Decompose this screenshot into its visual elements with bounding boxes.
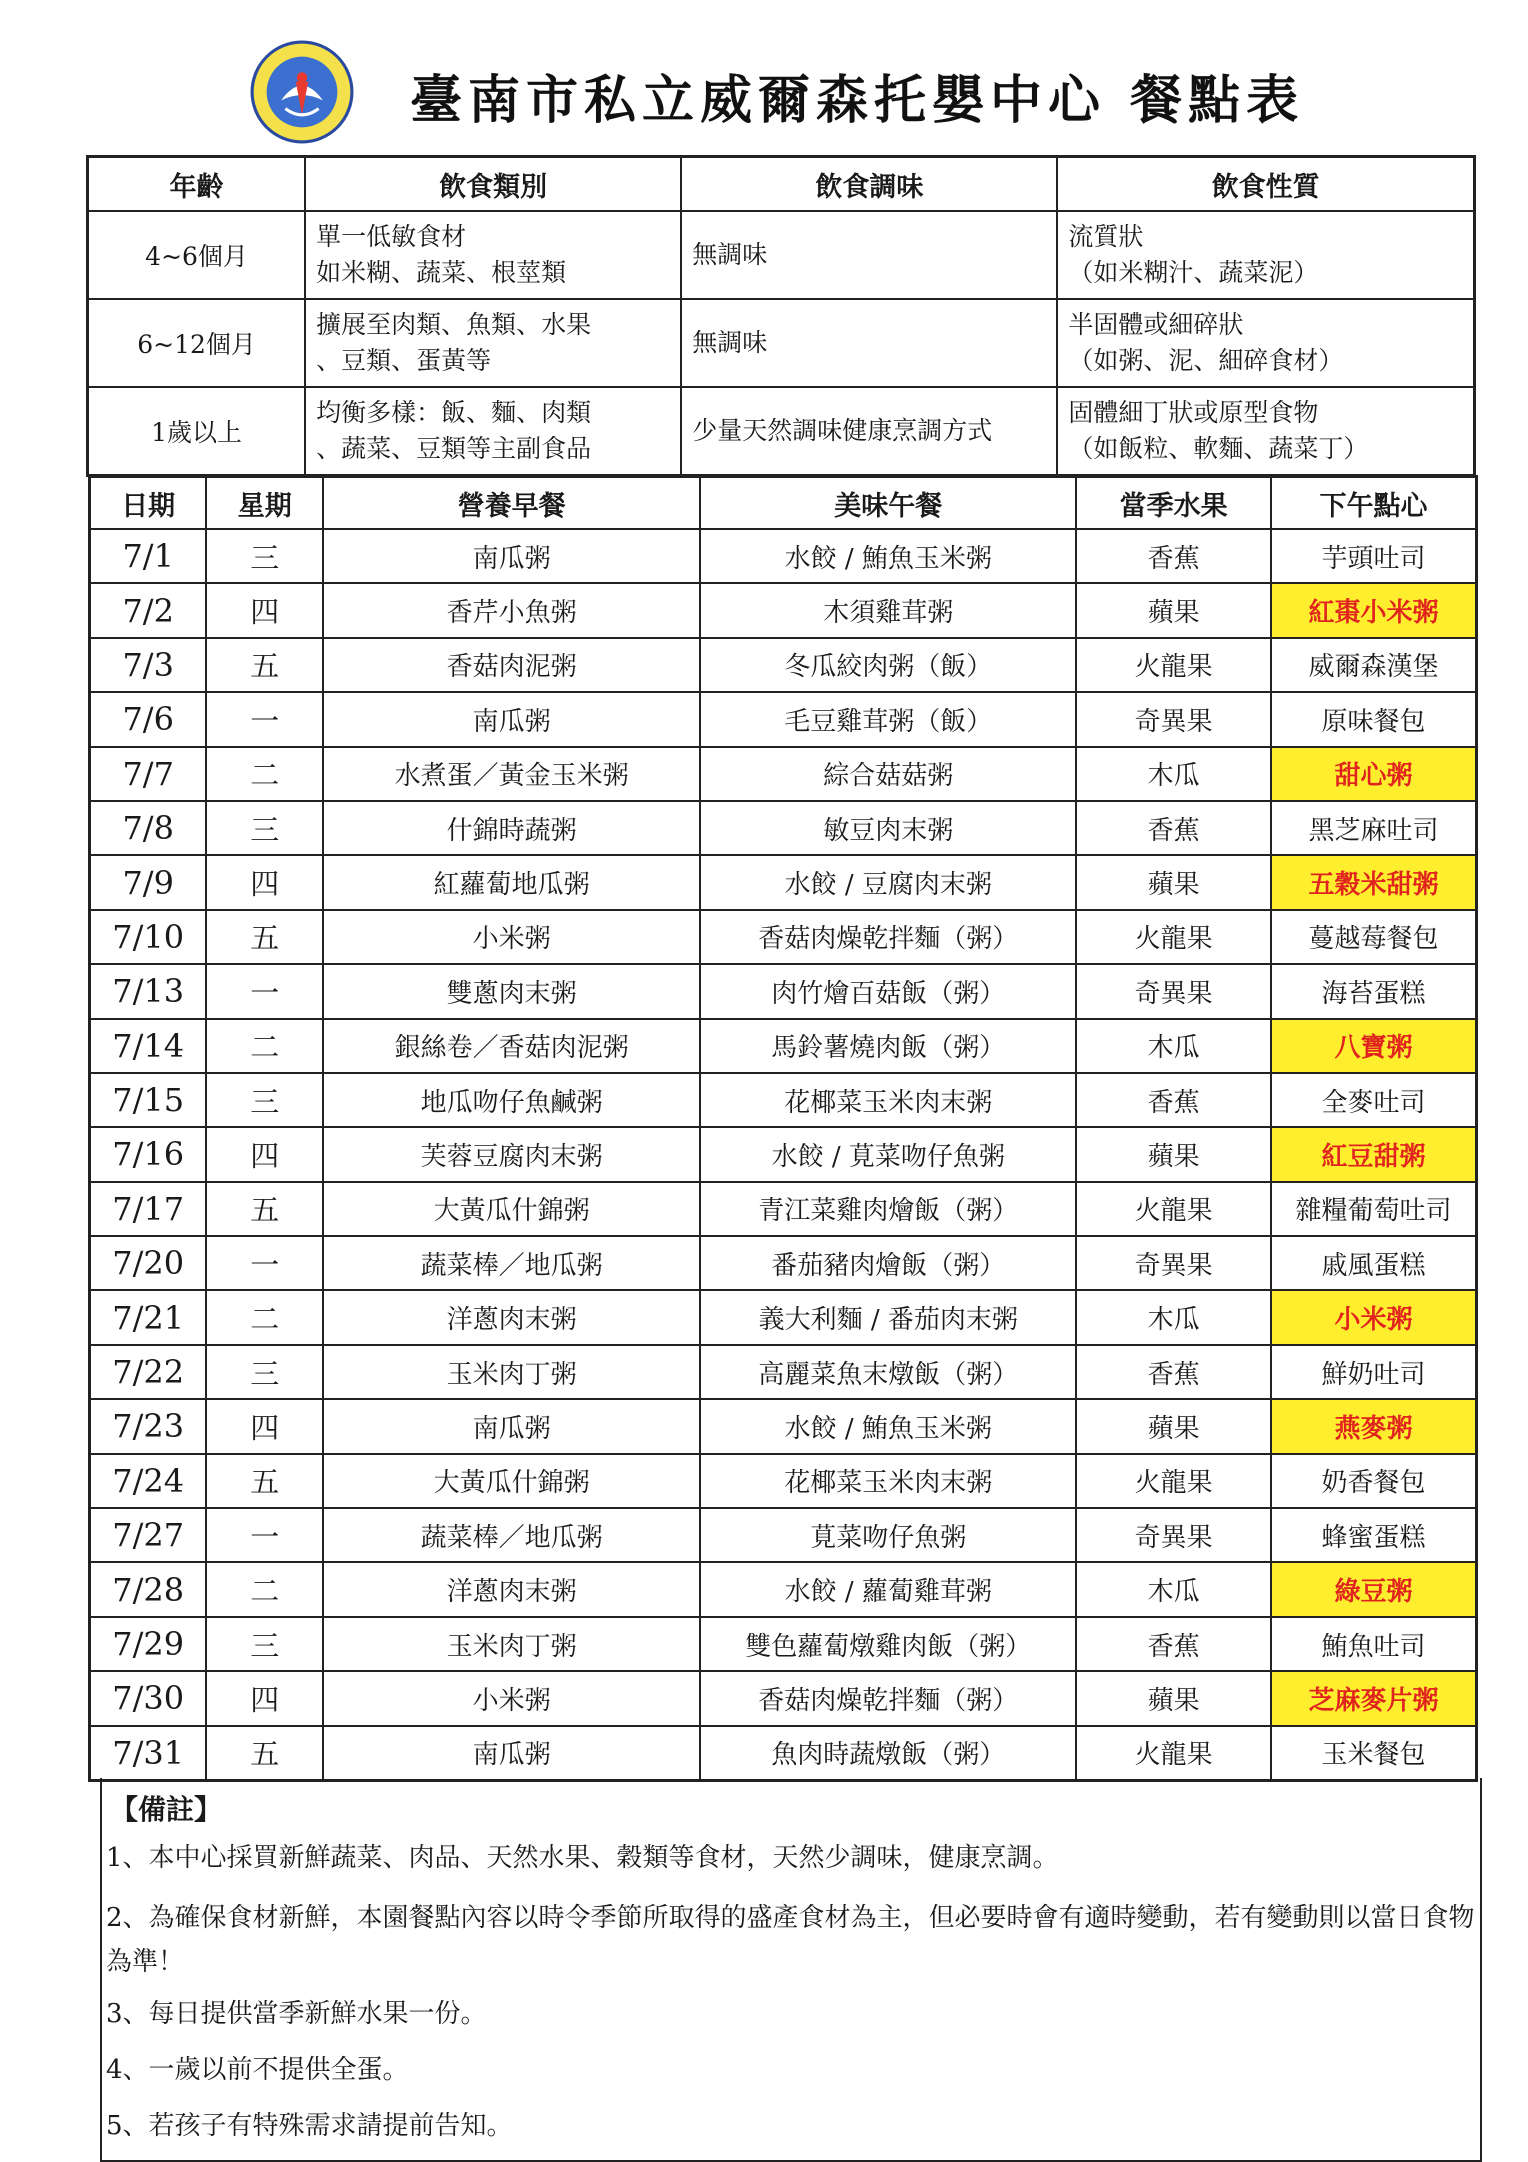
category-line: 如米糊、蔬菜、根莖類 bbox=[316, 258, 567, 287]
nature-line: （如飯粒、軟麵、蔬菜丁） bbox=[1068, 434, 1369, 463]
day-cell: 二 bbox=[206, 1290, 323, 1344]
snack-cell-highlighted: 甜心粥 bbox=[1271, 747, 1477, 801]
nature-line: 固體細丁狀或原型食物 bbox=[1068, 398, 1319, 427]
fruit-cell: 奇異果 bbox=[1076, 692, 1271, 746]
day-cell: 三 bbox=[206, 529, 323, 583]
fruit-cell: 火龍果 bbox=[1076, 1454, 1271, 1508]
lunch-cell: 馬鈴薯燒肉飯（粥） bbox=[700, 1019, 1076, 1073]
day-cell: 一 bbox=[206, 964, 323, 1018]
date-cell: 7/21 bbox=[90, 1290, 207, 1344]
menu-row bbox=[90, 1290, 1477, 1344]
breakfast-cell: 銀絲卷／香菇肉泥粥 bbox=[323, 1019, 700, 1073]
menu-row bbox=[90, 964, 1477, 1018]
breakfast-cell: 大黃瓜什錦粥 bbox=[323, 1454, 700, 1508]
category-line: 、蔬菜、豆類等主副食品 bbox=[316, 434, 592, 463]
day-cell: 五 bbox=[206, 1726, 323, 1781]
day-cell: 四 bbox=[206, 1671, 323, 1725]
seasoning-cell: 無調味 bbox=[681, 211, 1057, 299]
age-table-header bbox=[88, 157, 1475, 212]
day-cell: 五 bbox=[206, 1454, 323, 1508]
category-line: 單一低敏食材 bbox=[316, 222, 467, 251]
day-cell: 五 bbox=[206, 638, 323, 692]
breakfast-cell: 香菇肉泥粥 bbox=[323, 638, 700, 692]
menu-row bbox=[90, 529, 1477, 583]
date-cell: 7/10 bbox=[90, 910, 207, 964]
header-category: 飲食類別 bbox=[305, 157, 681, 212]
breakfast-cell: 大黃瓜什錦粥 bbox=[323, 1182, 700, 1236]
fruit-cell: 香蕉 bbox=[1076, 801, 1271, 855]
lunch-cell: 番茄豬肉燴飯（粥） bbox=[700, 1236, 1076, 1290]
fruit-cell: 香蕉 bbox=[1076, 1073, 1271, 1127]
school-logo-icon bbox=[250, 40, 354, 144]
note-item: 1、本中心採買新鮮蔬菜、肉品、天然水果、穀類等食材，天然少調味，健康烹調。 bbox=[106, 1843, 1059, 1873]
lunch-cell: 雙色蘿蔔燉雞肉飯（粥） bbox=[700, 1617, 1076, 1671]
day-cell: 二 bbox=[206, 747, 323, 801]
date-cell: 7/9 bbox=[90, 855, 207, 909]
menu-table bbox=[88, 475, 1478, 1782]
menu-row bbox=[90, 1019, 1477, 1073]
date-cell: 7/27 bbox=[90, 1508, 207, 1562]
date-cell: 7/20 bbox=[90, 1236, 207, 1290]
note-item: 2、為確保食材新鮮，本園餐點內容以時令季節所取得的盛產食材為主，但必要時會有適時變動，若有變動則以當日食物為準！ bbox=[106, 1903, 1475, 1977]
lunch-cell: 香菇肉燥乾拌麵（粥） bbox=[700, 910, 1076, 964]
snack-cell: 威爾森漢堡 bbox=[1271, 638, 1477, 692]
menu-row bbox=[90, 638, 1477, 692]
fruit-cell: 香蕉 bbox=[1076, 529, 1271, 583]
category-cell bbox=[305, 387, 681, 476]
header-snack: 下午點心 bbox=[1271, 477, 1477, 530]
date-cell: 7/7 bbox=[90, 747, 207, 801]
breakfast-cell: 蔬菜棒／地瓜粥 bbox=[323, 1508, 700, 1562]
date-cell: 7/6 bbox=[90, 692, 207, 746]
day-cell: 五 bbox=[206, 1182, 323, 1236]
lunch-cell: 青江菜雞肉燴飯（粥） bbox=[700, 1182, 1076, 1236]
fruit-cell: 蘋果 bbox=[1076, 855, 1271, 909]
menu-row bbox=[90, 1454, 1477, 1508]
age-row bbox=[88, 299, 1475, 387]
age-row bbox=[88, 387, 1475, 476]
snack-cell: 黑芝麻吐司 bbox=[1271, 801, 1477, 855]
header-fruit: 當季水果 bbox=[1076, 477, 1271, 530]
menu-row bbox=[90, 692, 1477, 746]
snack-cell-highlighted: 紅棗小米粥 bbox=[1271, 583, 1477, 637]
fruit-cell: 蘋果 bbox=[1076, 583, 1271, 637]
nature-line: 半固體或細碎狀 bbox=[1068, 310, 1244, 339]
breakfast-cell: 南瓜粥 bbox=[323, 1726, 700, 1781]
seasoning-cell: 無調味 bbox=[681, 299, 1057, 387]
date-cell: 7/29 bbox=[90, 1617, 207, 1671]
menu-row bbox=[90, 1508, 1477, 1562]
header-lunch: 美味午餐 bbox=[700, 477, 1076, 530]
lunch-cell: 花椰菜玉米肉末粥 bbox=[700, 1073, 1076, 1127]
breakfast-cell: 芙蓉豆腐肉末粥 bbox=[323, 1127, 700, 1181]
nature-cell bbox=[1057, 299, 1474, 387]
breakfast-cell: 地瓜吻仔魚鹹粥 bbox=[323, 1073, 700, 1127]
breakfast-cell: 什錦時蔬粥 bbox=[323, 801, 700, 855]
date-cell: 7/8 bbox=[90, 801, 207, 855]
note-item: 4、一歲以前不提供全蛋。 bbox=[106, 2055, 409, 2085]
lunch-cell: 水餃 / 豆腐肉末粥 bbox=[700, 855, 1076, 909]
category-line: 均衡多樣：飯、麵、肉類 bbox=[316, 398, 592, 427]
category-line: 擴展至肉類、魚類、水果 bbox=[316, 310, 592, 339]
category-cell bbox=[305, 211, 681, 299]
snack-cell-highlighted: 紅豆甜粥 bbox=[1271, 1127, 1477, 1181]
lunch-cell: 肉竹燴百菇飯（粥） bbox=[700, 964, 1076, 1018]
snack-cell-highlighted: 八寶粥 bbox=[1271, 1019, 1477, 1073]
menu-row bbox=[90, 801, 1477, 855]
breakfast-cell: 南瓜粥 bbox=[323, 692, 700, 746]
snack-cell: 蔓越莓餐包 bbox=[1271, 910, 1477, 964]
breakfast-cell: 玉米肉丁粥 bbox=[323, 1617, 700, 1671]
seasoning-cell: 少量天然調味健康烹調方式 bbox=[681, 387, 1057, 476]
notes-section bbox=[100, 1778, 1482, 2162]
day-cell: 三 bbox=[206, 1073, 323, 1127]
age-diet-table bbox=[86, 155, 1476, 477]
snack-cell-highlighted: 小米粥 bbox=[1271, 1290, 1477, 1344]
snack-cell-highlighted: 綠豆粥 bbox=[1271, 1562, 1477, 1616]
date-cell: 7/2 bbox=[90, 583, 207, 637]
snack-cell-highlighted: 五穀米甜粥 bbox=[1271, 855, 1477, 909]
day-cell: 一 bbox=[206, 1508, 323, 1562]
notes-title: 【備註】 bbox=[110, 1793, 223, 1826]
day-cell: 二 bbox=[206, 1019, 323, 1073]
note-item: 5、若孩子有特殊需求請提前告知。 bbox=[106, 2111, 513, 2141]
lunch-cell: 敏豆肉末粥 bbox=[700, 801, 1076, 855]
lunch-cell: 冬瓜絞肉粥（飯） bbox=[700, 638, 1076, 692]
age-cell: 4~6個月 bbox=[88, 211, 306, 299]
menu-row bbox=[90, 1671, 1477, 1725]
lunch-cell: 水餃 / 鮪魚玉米粥 bbox=[700, 529, 1076, 583]
fruit-cell: 香蕉 bbox=[1076, 1345, 1271, 1399]
header-day: 星期 bbox=[206, 477, 323, 530]
fruit-cell: 木瓜 bbox=[1076, 1290, 1271, 1344]
lunch-cell: 水餃 / 蘿蔔雞茸粥 bbox=[700, 1562, 1076, 1616]
breakfast-cell: 雙蔥肉末粥 bbox=[323, 964, 700, 1018]
lunch-cell: 莧菜吻仔魚粥 bbox=[700, 1508, 1076, 1562]
day-cell: 三 bbox=[206, 801, 323, 855]
fruit-cell: 火龍果 bbox=[1076, 1182, 1271, 1236]
menu-row bbox=[90, 855, 1477, 909]
breakfast-cell: 小米粥 bbox=[323, 910, 700, 964]
date-cell: 7/30 bbox=[90, 1671, 207, 1725]
fruit-cell: 火龍果 bbox=[1076, 1726, 1271, 1781]
snack-cell: 芋頭吐司 bbox=[1271, 529, 1477, 583]
menu-row bbox=[90, 1236, 1477, 1290]
fruit-cell: 奇異果 bbox=[1076, 964, 1271, 1018]
page-header bbox=[0, 0, 1528, 150]
breakfast-cell: 紅蘿蔔地瓜粥 bbox=[323, 855, 700, 909]
day-cell: 二 bbox=[206, 1562, 323, 1616]
lunch-cell: 木須雞茸粥 bbox=[700, 583, 1076, 637]
lunch-cell: 花椰菜玉米肉末粥 bbox=[700, 1454, 1076, 1508]
date-cell: 7/22 bbox=[90, 1345, 207, 1399]
menu-row bbox=[90, 1073, 1477, 1127]
date-cell: 7/3 bbox=[90, 638, 207, 692]
menu-row bbox=[90, 747, 1477, 801]
fruit-cell: 火龍果 bbox=[1076, 638, 1271, 692]
nature-line: （如米糊汁、蔬菜泥） bbox=[1068, 258, 1319, 287]
category-cell bbox=[305, 299, 681, 387]
fruit-cell: 火龍果 bbox=[1076, 910, 1271, 964]
menu-row bbox=[90, 1345, 1477, 1399]
snack-cell: 鮪魚吐司 bbox=[1271, 1617, 1477, 1671]
page-title: 臺南市私立威爾森托嬰中心 餐點表 bbox=[410, 70, 1305, 131]
snack-cell: 玉米餐包 bbox=[1271, 1726, 1477, 1781]
age-cell: 6~12個月 bbox=[88, 299, 306, 387]
breakfast-cell: 香芹小魚粥 bbox=[323, 583, 700, 637]
day-cell: 五 bbox=[206, 910, 323, 964]
day-cell: 三 bbox=[206, 1345, 323, 1399]
date-cell: 7/24 bbox=[90, 1454, 207, 1508]
menu-row bbox=[90, 1182, 1477, 1236]
date-cell: 7/14 bbox=[90, 1019, 207, 1073]
lunch-cell: 綜合菇菇粥 bbox=[700, 747, 1076, 801]
day-cell: 一 bbox=[206, 1236, 323, 1290]
header-age: 年齡 bbox=[88, 157, 306, 212]
day-cell: 一 bbox=[206, 692, 323, 746]
header-nature: 飲食性質 bbox=[1057, 157, 1474, 212]
breakfast-cell: 水煮蛋／黃金玉米粥 bbox=[323, 747, 700, 801]
lunch-cell: 水餃 / 莧菜吻仔魚粥 bbox=[700, 1127, 1076, 1181]
header-seasoning: 飲食調味 bbox=[681, 157, 1057, 212]
note-item: 3、每日提供當季新鮮水果一份。 bbox=[106, 1999, 487, 2029]
nature-cell bbox=[1057, 211, 1474, 299]
lunch-cell: 毛豆雞茸粥（飯） bbox=[700, 692, 1076, 746]
age-row bbox=[88, 211, 1475, 299]
menu-row bbox=[90, 1127, 1477, 1181]
header-date: 日期 bbox=[90, 477, 207, 530]
header-breakfast: 營養早餐 bbox=[323, 477, 700, 530]
day-cell: 四 bbox=[206, 1399, 323, 1453]
category-line: 、豆類、蛋黃等 bbox=[316, 346, 492, 375]
fruit-cell: 木瓜 bbox=[1076, 1562, 1271, 1616]
date-cell: 7/13 bbox=[90, 964, 207, 1018]
snack-cell: 海苔蛋糕 bbox=[1271, 964, 1477, 1018]
snack-cell: 奶香餐包 bbox=[1271, 1454, 1477, 1508]
nature-line: 流質狀 bbox=[1068, 222, 1144, 251]
menu-row bbox=[90, 583, 1477, 637]
lunch-cell: 魚肉時蔬燉飯（粥） bbox=[700, 1726, 1076, 1781]
fruit-cell: 蘋果 bbox=[1076, 1671, 1271, 1725]
lunch-cell: 義大利麵 / 番茄肉末粥 bbox=[700, 1290, 1076, 1344]
fruit-cell: 木瓜 bbox=[1076, 1019, 1271, 1073]
snack-cell: 蜂蜜蛋糕 bbox=[1271, 1508, 1477, 1562]
breakfast-cell: 蔬菜棒／地瓜粥 bbox=[323, 1236, 700, 1290]
date-cell: 7/17 bbox=[90, 1182, 207, 1236]
day-cell: 四 bbox=[206, 855, 323, 909]
fruit-cell: 蘋果 bbox=[1076, 1127, 1271, 1181]
snack-cell: 戚風蛋糕 bbox=[1271, 1236, 1477, 1290]
date-cell: 7/28 bbox=[90, 1562, 207, 1616]
snack-cell: 雜糧葡萄吐司 bbox=[1271, 1182, 1477, 1236]
date-cell: 7/16 bbox=[90, 1127, 207, 1181]
fruit-cell: 奇異果 bbox=[1076, 1508, 1271, 1562]
day-cell: 四 bbox=[206, 1127, 323, 1181]
snack-cell: 全麥吐司 bbox=[1271, 1073, 1477, 1127]
menu-row bbox=[90, 1562, 1477, 1616]
snack-cell-highlighted: 芝麻麥片粥 bbox=[1271, 1671, 1477, 1725]
lunch-cell: 水餃 / 鮪魚玉米粥 bbox=[700, 1399, 1076, 1453]
fruit-cell: 木瓜 bbox=[1076, 747, 1271, 801]
breakfast-cell: 洋蔥肉末粥 bbox=[323, 1562, 700, 1616]
snack-cell-highlighted: 燕麥粥 bbox=[1271, 1399, 1477, 1453]
breakfast-cell: 南瓜粥 bbox=[323, 529, 700, 583]
breakfast-cell: 玉米肉丁粥 bbox=[323, 1345, 700, 1399]
lunch-cell: 高麗菜魚末燉飯（粥） bbox=[700, 1345, 1076, 1399]
breakfast-cell: 洋蔥肉末粥 bbox=[323, 1290, 700, 1344]
lunch-cell: 香菇肉燥乾拌麵（粥） bbox=[700, 1671, 1076, 1725]
nature-cell bbox=[1057, 387, 1474, 476]
fruit-cell: 奇異果 bbox=[1076, 1236, 1271, 1290]
menu-row bbox=[90, 1726, 1477, 1781]
day-cell: 三 bbox=[206, 1617, 323, 1671]
fruit-cell: 蘋果 bbox=[1076, 1399, 1271, 1453]
menu-table-header bbox=[90, 477, 1477, 530]
date-cell: 7/23 bbox=[90, 1399, 207, 1453]
date-cell: 7/31 bbox=[90, 1726, 207, 1781]
day-cell: 四 bbox=[206, 583, 323, 637]
snack-cell: 鮮奶吐司 bbox=[1271, 1345, 1477, 1399]
fruit-cell: 香蕉 bbox=[1076, 1617, 1271, 1671]
menu-row bbox=[90, 1617, 1477, 1671]
nature-line: （如粥、泥、細碎食材） bbox=[1068, 346, 1344, 375]
age-cell: 1歲以上 bbox=[88, 387, 306, 476]
date-cell: 7/15 bbox=[90, 1073, 207, 1127]
menu-row bbox=[90, 910, 1477, 964]
breakfast-cell: 南瓜粥 bbox=[323, 1399, 700, 1453]
date-cell: 7/1 bbox=[90, 529, 207, 583]
breakfast-cell: 小米粥 bbox=[323, 1671, 700, 1725]
snack-cell: 原味餐包 bbox=[1271, 692, 1477, 746]
menu-row bbox=[90, 1399, 1477, 1453]
